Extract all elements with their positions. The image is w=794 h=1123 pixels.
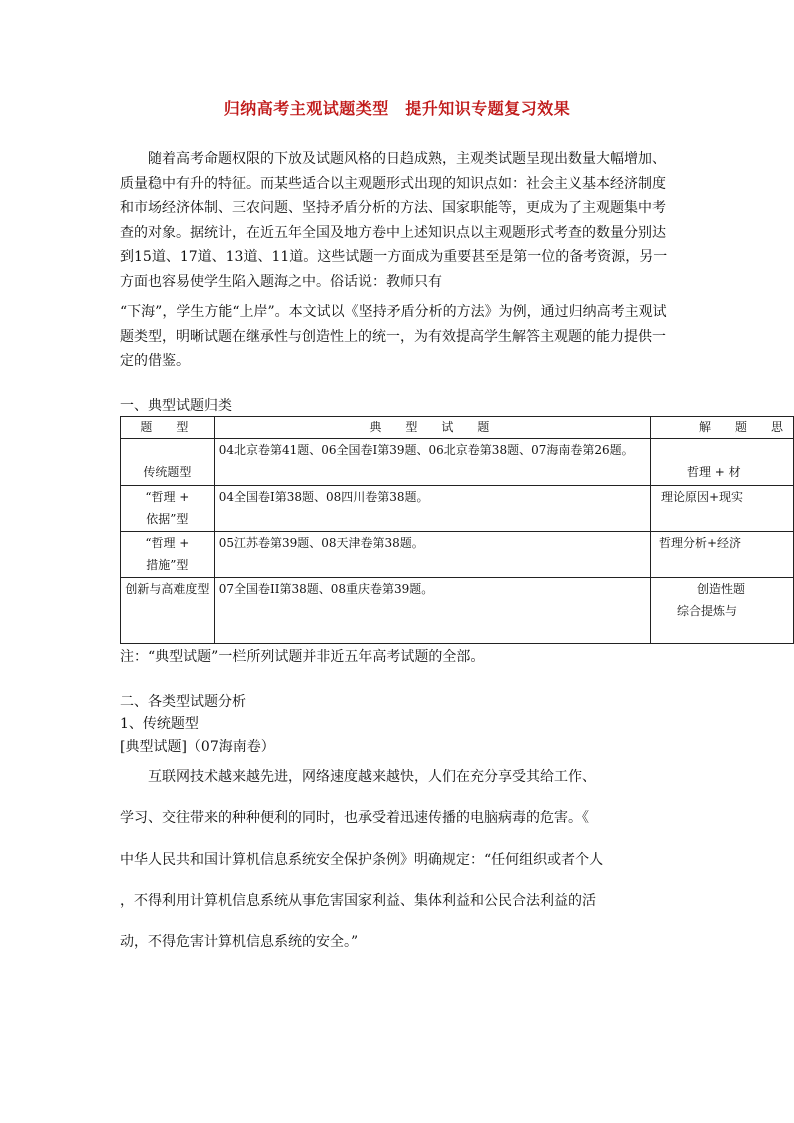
header-examples: 典 型 试 题 <box>214 417 650 439</box>
row-type-line2: 传统题型 <box>143 465 192 479</box>
row-type-line1: “哲理 + <box>145 490 190 504</box>
example-label: [典型试题]（07海南卷） <box>120 739 275 755</box>
example-text-line: ，不得利用计算机信息系统从事危害国家利益、集体利益和公民合法利益的活 <box>120 893 596 909</box>
row-examples: 07全国卷II第38题、08重庆卷第39题。 <box>214 578 650 644</box>
subsection-heading: 1、传统题型 <box>120 716 199 732</box>
row-approach-cell <box>650 578 793 644</box>
row-examples: 04北京卷第41题、06全国卷I第39题、06北京卷第38题、07海南卷第26题。 <box>214 439 650 486</box>
table-row <box>121 486 794 532</box>
row-approach-line2: 哲理 + 材 <box>686 465 741 479</box>
row-approach-cell <box>650 439 793 486</box>
row-approach-cell <box>650 486 793 532</box>
row-approach-line1: 创造性题 <box>696 582 745 596</box>
header-approach: 解 题 思 <box>650 417 793 439</box>
row-approach-line1: 理论原因+现实 <box>660 490 744 504</box>
header-type: 题 型 <box>121 417 215 439</box>
table-row <box>121 532 794 578</box>
row-approach-line1 <box>655 439 789 461</box>
row-approach-line1: 哲理分析+经济 <box>658 536 742 550</box>
typical-questions-table <box>120 416 794 644</box>
example-text-line: 学习、交往带来的种种便利的同时，也承受着迅速传播的电脑病毒的危害。《 <box>120 810 589 826</box>
row-type-line2: 措施”型 <box>146 558 189 572</box>
document-title: 归纳高考主观试题类型 提升知识专题复习效果 <box>223 99 571 118</box>
example-text-line: 互联网技术越来越先进，网络速度越来越快，人们在充分享受其给工作、 <box>148 769 596 785</box>
row-type-cell <box>121 486 215 532</box>
row-examples: 05江苏卷第39题、08天津卷第38题。 <box>214 532 650 578</box>
example-text-line: 中华人民共和国计算机信息系统安全保护条例》明确规定：“任何组织或者个人 <box>120 852 604 868</box>
row-type-cell <box>121 439 215 486</box>
section-2-heading: 二、各类型试题分析 <box>120 694 246 710</box>
table-header-row <box>121 417 794 439</box>
intro-paragraph-2: “下海”，学生方能“上岸”。本文试以《坚持矛盾分析的方法》为例，通过归纳高考主观试题类型，明晰试题在继承性与创造性上的统一，为有效提高学生解答主观题的能力提供一定的借鉴。 <box>120 304 667 369</box>
row-approach-cell <box>650 532 793 578</box>
table-note: 注：“典型试题”一栏所列试题并非近五年高考试题的全部。 <box>120 649 485 665</box>
table-row <box>121 578 794 644</box>
row-type-line1 <box>125 439 210 461</box>
row-examples: 04全国卷I第38题、08四川卷第38题。 <box>214 486 650 532</box>
row-type-cell <box>121 532 215 578</box>
intro-paragraph-1: 随着高考命题权限的下放及试题风格的日趋成熟，主观类试题呈现出数量大幅增加、质量稳中有升的特征。而某些适合以主观题形式出现的知识点如：社会主义基本经济制度和市场经济体制、三农问题、坚持矛盾分析的方法、国家职能等，更成为了主观题集中考查的对象。据统计，在近五年全国及地方卷中上述知识点以主观题形式考查的数量分别达到15道、17道、13道、11道。这些试题一方面成为重要甚至是第一位的备考资源，另一方面也容易使学生陷入题海之中。俗话说：教师只有 <box>120 151 668 290</box>
row-type-cell <box>121 578 215 644</box>
row-type-line1: 创新与高难度型 <box>125 582 210 596</box>
row-type-line2: 依据”型 <box>146 512 189 526</box>
section-1-heading: 一、典型试题归类 <box>120 398 232 414</box>
example-text-line: 动，不得危害计算机信息系统的安全。” <box>120 934 359 950</box>
row-type-line1: “哲理 + <box>145 536 190 550</box>
row-approach-line2: 综合提炼与 <box>676 604 737 618</box>
table-row <box>121 439 794 486</box>
